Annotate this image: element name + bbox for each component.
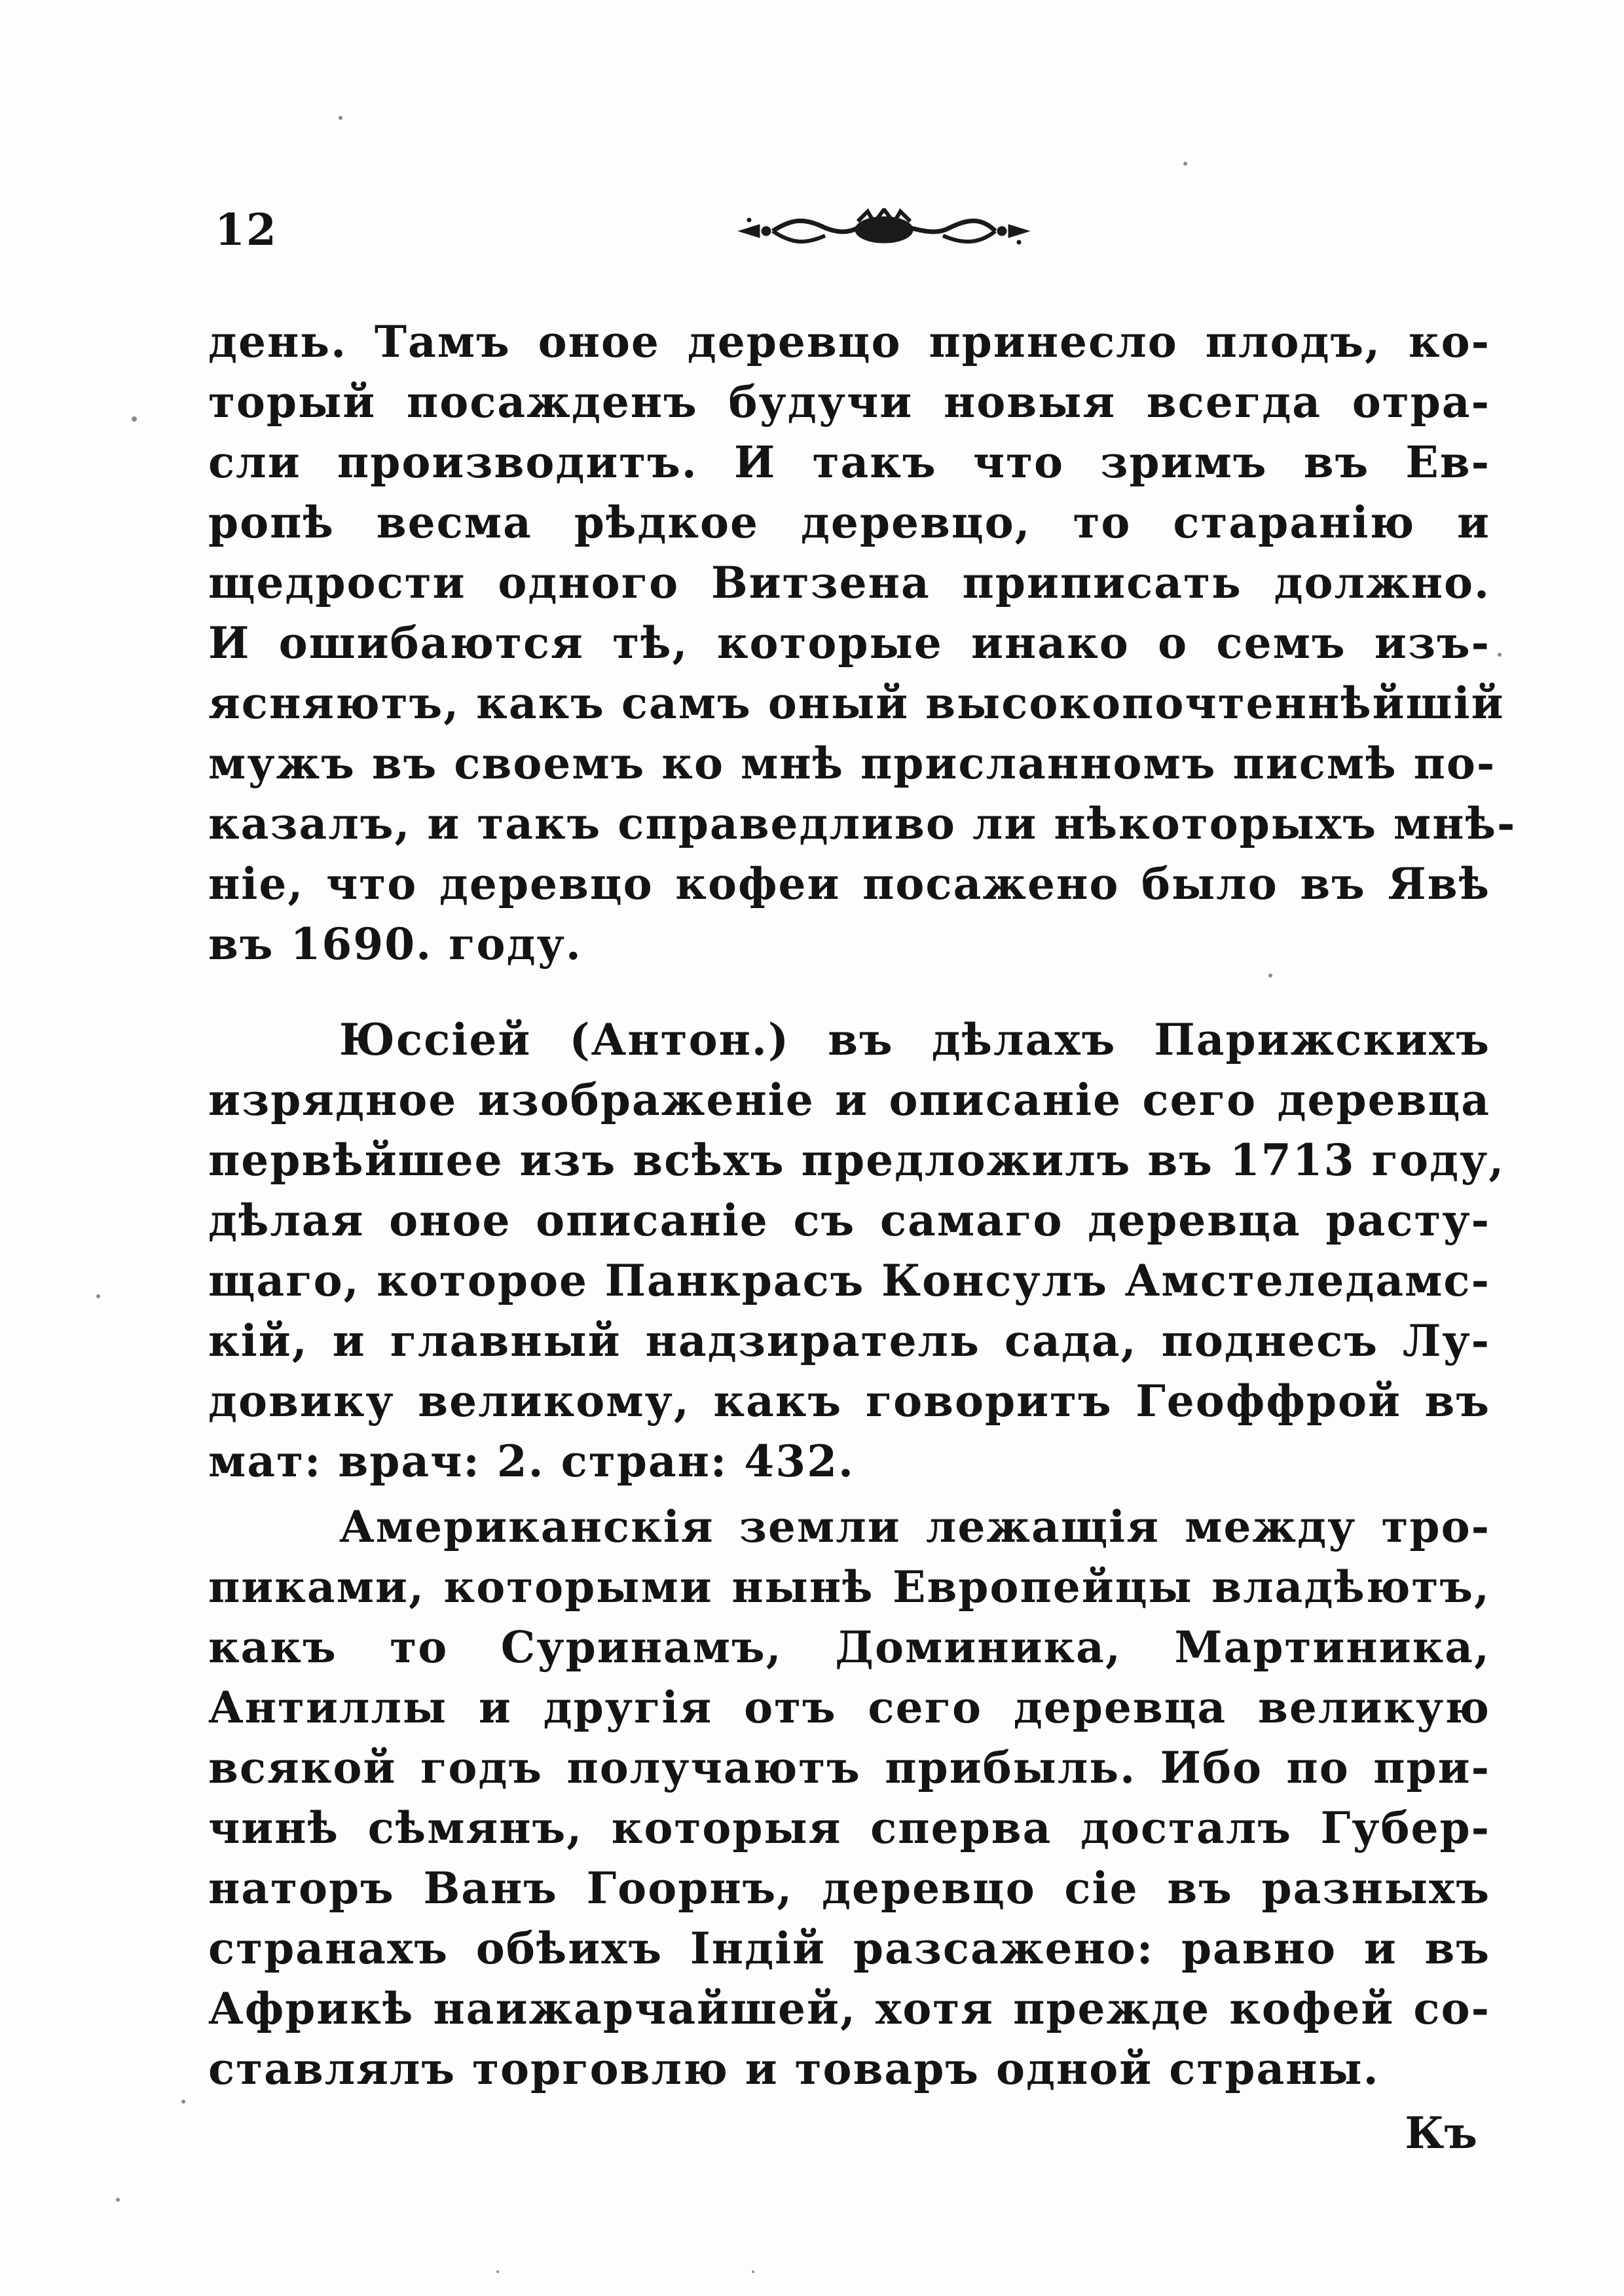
text-line: ніе, что деревцо кофеи посажено было въ Явѣ (208, 858, 1490, 909)
text-line: первѣйшее изъ всѣхъ предложилъ въ 1713 году, (208, 1135, 1505, 1186)
text-line: ставлялъ торговлю и товаръ одной страны. (208, 2043, 1380, 2094)
text-line: какъ то Суринамъ, Доминика, Мартиника, (208, 1622, 1490, 1673)
text-line: кій, и главный надзиратель сада, поднесъ Лу- (208, 1315, 1490, 1366)
text-line: дѣлая оное описаніе съ самаго деревца расту- (208, 1195, 1490, 1246)
text-line: щедрости одного Витзена приписать должно. (208, 557, 1490, 608)
text-line: торый посажденъ будучи новыя всегда отра- (208, 376, 1490, 428)
text-line: изрядное изображеніе и описаніе сего деревца (208, 1074, 1490, 1125)
text-line: казалъ, и такъ справедливо ли нѣкоторыхъ мнѣ- (208, 798, 1517, 849)
text-line: мат: врач: 2. стран: 432. (208, 1436, 855, 1487)
text-line: наторъ Ванъ Гоорнъ, деревцо сіе въ разныхъ (208, 1863, 1490, 1914)
text-line: ропѣ весма рѣдкое деревцо, то старанію и (208, 497, 1490, 548)
text-line: мужъ въ своемъ ко мнѣ присланномъ писмѣ по- (208, 738, 1496, 789)
text-line: сли производитъ. И такъ что зримъ въ Ев- (208, 437, 1490, 488)
text-line: щаго, которое Панкрасъ Консулъ Амстеледамс- (208, 1255, 1490, 1306)
text-line: чинѣ сѣмянъ, которыя сперва досталъ Губер- (208, 1802, 1490, 1853)
text-line: день. Тамъ оное деревцо принесло плодъ, ко- (208, 316, 1490, 367)
text-line: Американскія земли лежащія между тро- (339, 1501, 1490, 1552)
decorative-rule-icon (733, 208, 1035, 254)
paragraph-3 (208, 1497, 1490, 2099)
catchword: Къ (1405, 2107, 1477, 2159)
text-line: пиками, которыми нынѣ Европейцы владѣютъ, (208, 1561, 1490, 1613)
text-line: Антиллы и другія отъ сего деревца великую (208, 1682, 1490, 1733)
text-line: въ 1690. году. (208, 919, 582, 970)
text-line: Африкѣ наижарчайшей, хотя прежде кофей со- (208, 1983, 1490, 2034)
text-line: И ошибаются тѣ, которые инако о семъ изъ- (208, 617, 1490, 668)
paragraph-2 (208, 1010, 1505, 1491)
text-line: Юссіей (Антон.) въ дѣлахъ Парижскихъ (339, 1014, 1490, 1065)
text-line: странахъ обѣихъ Індій разсажено: равно и въ (208, 1923, 1490, 1974)
text-line: довику великому, какъ говоритъ Геоффрой въ (208, 1376, 1490, 1427)
text-line: всякой годъ получаютъ прибыль. Ибо по при- (208, 1742, 1490, 1793)
text-line: ясняютъ, какъ самъ оный высокопочтеннѣйшій (208, 678, 1505, 729)
page-number: 12 (215, 204, 278, 255)
paragraph-1 (208, 312, 1517, 974)
